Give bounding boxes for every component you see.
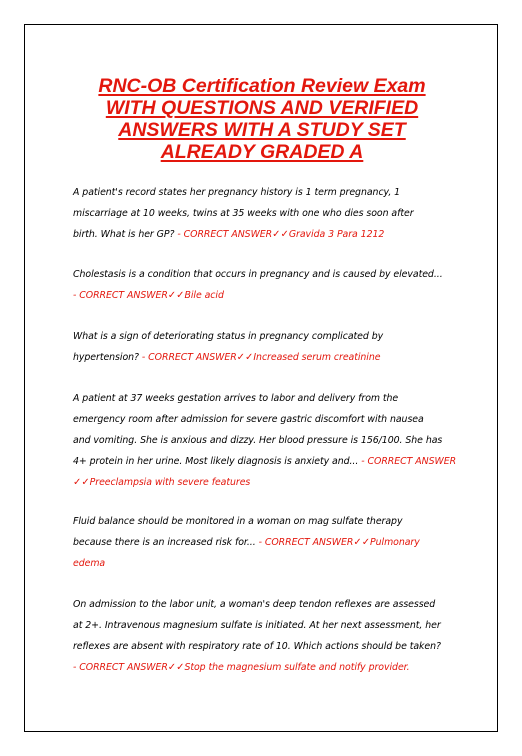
- answer-prefix: - CORRECT ANSWER: [361, 456, 457, 467]
- answer-text: Stop the magnesium sulfate and notify provider.: [184, 662, 410, 673]
- check-icon: ✓✓: [167, 290, 185, 301]
- answer-prefix: - CORRECT ANSWER: [141, 352, 237, 363]
- answer-text: Pulmonary: [370, 537, 420, 548]
- question-line: miscarriage at 10 weeks, twins at 35 weeks with one who dies soon after: [73, 208, 414, 219]
- question-line: because there is an increased risk for...: [73, 537, 256, 548]
- qa-item-6: [73, 594, 457, 678]
- qa-item-3: [73, 326, 457, 368]
- qa-item-4: [73, 388, 457, 493]
- title-line-4: ALREADY GRADED A: [160, 141, 364, 163]
- question-line: Fluid balance should be monitored in a woman on mag sulfate therapy: [73, 516, 403, 527]
- question-line: On admission to the labor unit, a woman's deep tendon reflexes are assessed: [73, 599, 436, 610]
- question-line: birth. What is her GP?: [73, 229, 175, 240]
- question-line: What is a sign of deteriorating status in pregnancy complicated by: [73, 331, 384, 342]
- answer-text: Increased serum creatinine: [253, 352, 381, 363]
- question-line: 4+ protein in her urine. Most likely diagnosis is anxiety and...: [73, 456, 359, 467]
- qa-item-1: [73, 182, 457, 245]
- question-line: and vomiting. She is anxious and dizzy. Her blood pressure is 156/100. She has: [73, 435, 443, 446]
- question-line: Cholestasis is a condition that occurs in pregnancy and is caused by elevated...: [73, 269, 443, 280]
- document-page: [24, 24, 498, 732]
- question-line: A patient at 37 weeks gestation arrives to labor and delivery from the: [73, 393, 399, 404]
- question-line: A patient's record states her pregnancy history is 1 term pregnancy, 1: [73, 187, 401, 198]
- question-line: hypertension?: [73, 352, 139, 363]
- question-line: at 2+. Intravenous magnesium sulfate is initiated. At her next assessment, her: [73, 620, 441, 631]
- qa-item-2: [73, 264, 457, 306]
- answer-prefix: - CORRECT ANSWER: [73, 290, 168, 301]
- answer-prefix: - CORRECT ANSWER: [177, 229, 273, 240]
- document-title: [25, 75, 499, 163]
- answer-prefix: - CORRECT ANSWER: [258, 537, 354, 548]
- check-icon: ✓✓: [353, 537, 371, 548]
- answer-text: edema: [73, 558, 106, 569]
- answer-text: Gravida 3 Para 1212: [288, 229, 385, 240]
- answer-prefix: - CORRECT ANSWER: [73, 662, 168, 673]
- question-line: reflexes are absent with respiratory rate of 10. Which actions should be taken?: [73, 641, 441, 652]
- question-line: emergency room after admission for severe gastric discomfort with nausea: [73, 414, 424, 425]
- title-line-3: ANSWERS WITH A STUDY SET: [118, 119, 406, 141]
- check-icon: ✓✓: [167, 662, 185, 673]
- check-icon: ✓✓: [272, 229, 289, 240]
- answer-text: Preeclampsia with severe features: [89, 477, 251, 488]
- check-icon: ✓✓: [236, 352, 254, 363]
- title-line-1: RNC-OB Certification Review Exam: [98, 75, 426, 97]
- check-icon: ✓✓: [73, 477, 90, 488]
- title-line-2: WITH QUESTIONS AND VERIFIED: [105, 97, 419, 119]
- qa-item-5: [73, 511, 457, 574]
- answer-text: Bile acid: [184, 290, 224, 301]
